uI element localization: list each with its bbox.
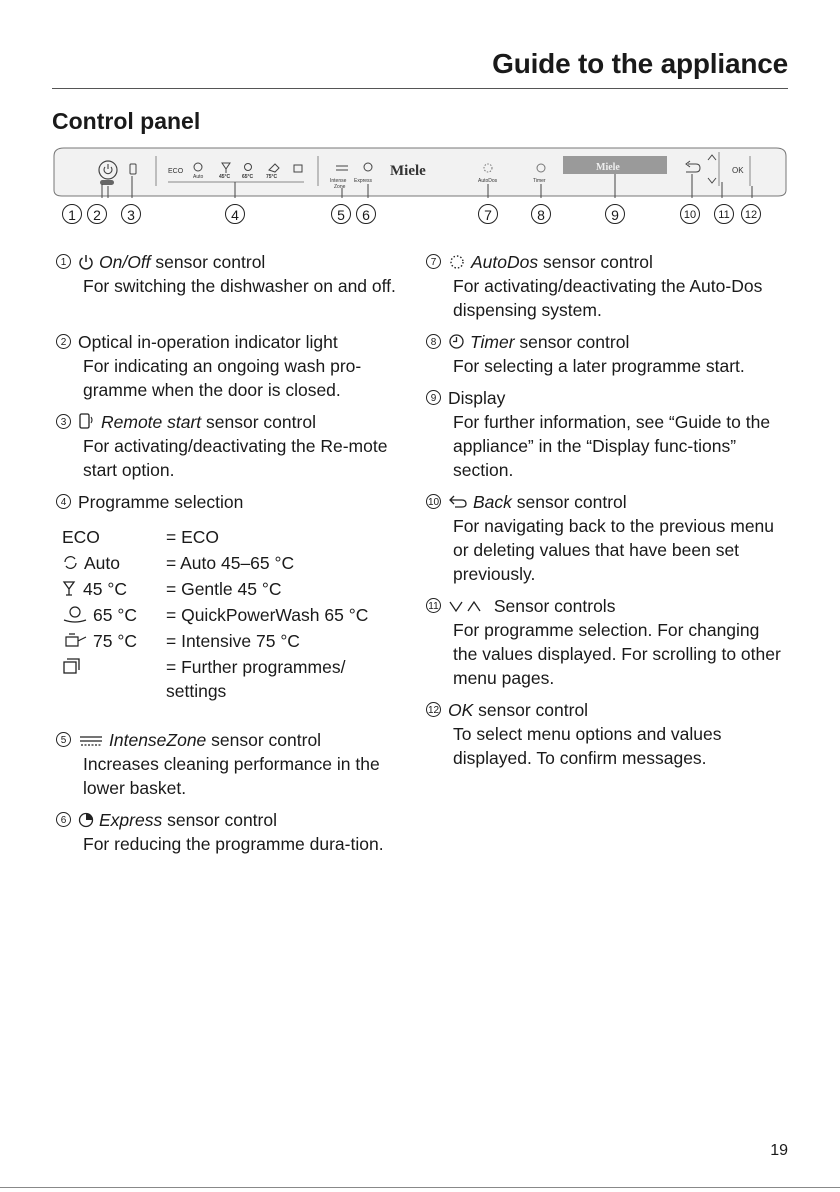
programme-row: ECO = ECO xyxy=(62,527,220,547)
autodos-icon xyxy=(448,254,466,270)
svg-text:65°C: 65°C xyxy=(242,174,254,180)
callout-11: 11 xyxy=(714,204,734,224)
desc-intensezone: 5 IntenseZone sensor control Increases cleaning performance in the lower basket. xyxy=(56,728,416,800)
desc-remote-start: 3 Remote start sensor control For activating/deactivating the Re-mote start option. xyxy=(56,410,416,482)
callout-12: 12 xyxy=(741,204,761,224)
desc-arrows: 11 Sensor controls For programme selection. For changing the values displayed. For scrolling to other menu pages. xyxy=(426,594,786,690)
svg-text:Timer: Timer xyxy=(533,178,546,184)
bottom-rule xyxy=(0,1187,840,1188)
quickpowerwash-icon xyxy=(62,606,88,623)
svg-text:Auto: Auto xyxy=(193,174,204,180)
svg-text:AutoDos: AutoDos xyxy=(478,178,498,184)
svg-text:Express: Express xyxy=(354,178,373,184)
page-number: 19 xyxy=(770,1142,788,1159)
callout-10: 10 xyxy=(680,204,700,224)
desc-display: 9 Display For further information, see “Guide to the appliance” in the “Display func-tions” section. xyxy=(426,386,786,482)
page-header-title: Guide to the appliance xyxy=(492,48,788,79)
callout-9: 9 xyxy=(605,204,625,224)
desc-indicator-light: 2 Optical in-operation indicator light For indicating an ongoing wash pro-gramme when the door is closed. xyxy=(56,330,416,402)
intensezone-icon xyxy=(78,732,104,748)
svg-text:ECO: ECO xyxy=(168,168,184,175)
desc-back: 10 Back sensor control For navigating back to the previous menu or deleting values that have been set previously. xyxy=(427,492,775,584)
desc-ok: 12 OK sensor control To select menu options and values displayed. To confirm messages. xyxy=(427,700,722,768)
back-icon xyxy=(448,494,468,510)
svg-text:75°C: 75°C xyxy=(266,174,278,180)
programme-row: 75 °C = Intensive 75 °C xyxy=(62,628,386,654)
callout-2: 2 xyxy=(87,204,107,224)
programme-row: 45 °C = Gentle 45 °C xyxy=(62,576,386,602)
callout-3: 3 xyxy=(121,204,141,224)
svg-text:Miele: Miele xyxy=(596,162,620,173)
svg-text:Zone: Zone xyxy=(334,184,346,190)
express-icon xyxy=(78,812,94,828)
callout-5: 5 xyxy=(331,204,351,224)
programme-table xyxy=(62,524,386,704)
pot-icon xyxy=(62,632,88,649)
programme-row: 65 °C = QuickPowerWash 65 °C xyxy=(62,602,386,628)
callout-4: 4 xyxy=(225,204,245,224)
power-icon xyxy=(78,254,94,270)
svg-text:OK: OK xyxy=(732,166,744,175)
callout-7: 7 xyxy=(478,204,498,224)
desc-timer: 8 Timer sensor control For selecting a later programme start. xyxy=(426,330,786,378)
desc-onoff: 1 On/Off sensor control For switching the dishwasher on and off. xyxy=(56,250,416,298)
arrows-icon xyxy=(448,598,484,614)
svg-text:Intense: Intense xyxy=(330,178,347,184)
programme-row: Auto = Auto 45–65 °C xyxy=(62,550,386,576)
phone-icon xyxy=(78,412,96,430)
callout-6: 6 xyxy=(356,204,376,224)
header-rule xyxy=(52,88,788,89)
auto-icon xyxy=(62,554,79,571)
svg-text:Miele: Miele xyxy=(390,163,426,179)
callout-8: 8 xyxy=(531,204,551,224)
further-programmes-icon xyxy=(62,657,82,675)
desc-autodos: 7 AutoDos sensor control For activating/deactivating the Auto-Dos dispensing system. xyxy=(426,250,786,322)
programme-row: = Further programmes/ settings xyxy=(62,654,386,704)
callout-1: 1 xyxy=(62,204,82,224)
desc-express: 6 Express sensor control For reducing the programme dura-tion. xyxy=(56,808,416,856)
section-title: Control panel xyxy=(52,108,201,134)
desc-programme-selection: 4 Programme selection ECO = ECO Auto = Auto 45–65 °C 45 °C = Gentle 45 °C 65 °C = QuickPowerWash 65 °C 75 °C = Intensive 75 °C = Further programmes/ settings xyxy=(56,490,426,710)
timer-icon xyxy=(448,333,465,350)
wine-glass-icon xyxy=(62,580,78,597)
control-panel-illustration xyxy=(52,146,788,198)
svg-text:45°C: 45°C xyxy=(219,174,231,180)
